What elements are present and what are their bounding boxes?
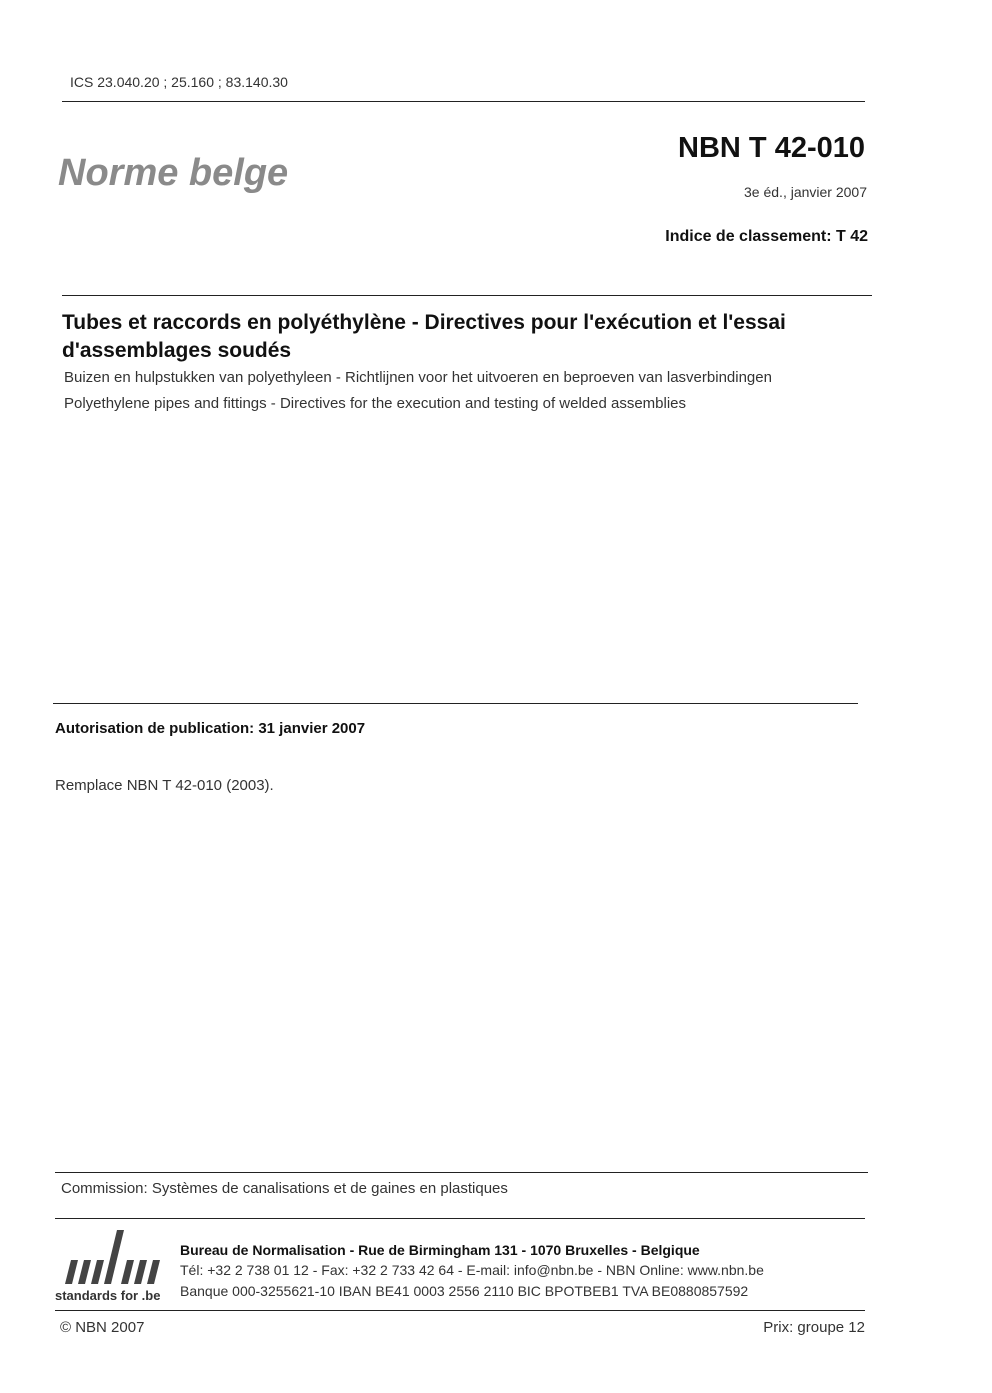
title-english: Polyethylene pipes and fittings - Directives for the execution and testing of welded assemblies	[64, 395, 687, 412]
nbn-logo	[55, 1228, 167, 1308]
contact-info: Tél: +32 2 738 01 12 - Fax: +32 2 733 42 64 - E-mail: info@nbn.be - NBN Online: www.nbn.be	[180, 1262, 764, 1278]
commission-divider-bottom	[55, 1218, 865, 1219]
publication-authorisation: Autorisation de publication: 31 janvier 2007	[55, 720, 366, 737]
footer-divider	[55, 1310, 865, 1311]
title-dutch: Buizen en hulpstukken van polyethyleen - Richtlijnen voor het uitvoeren en beproeven van lasverbindingen	[64, 369, 772, 386]
commission-name: Commission: Systèmes de canalisations et de gaines en plastiques	[61, 1180, 508, 1197]
header-divider	[62, 101, 865, 102]
standard-code: NBN T 42-010	[678, 132, 865, 164]
logo-tagline: standards for .be	[55, 1288, 161, 1303]
norme-belge-heading: Norme belge	[58, 152, 289, 194]
price-group: Prix: groupe 12	[763, 1319, 865, 1336]
title-french: Tubes et raccords en polyéthylène - Directives pour l'exécution et l'essai d'assemblages soudés	[62, 311, 786, 362]
replaces-note: Remplace NBN T 42-010 (2003).	[55, 777, 274, 794]
publication-divider	[53, 703, 858, 704]
bank-info: Banque 000-3255621-10 IBAN BE41 0003 2556 2110 BIC BPOTBEB1 TVA BE0880857592	[180, 1283, 749, 1299]
copyright: © NBN 2007	[60, 1319, 145, 1336]
commission-divider-top	[55, 1172, 868, 1173]
nbn-logo-mark	[55, 1228, 167, 1286]
ics-codes: ICS 23.040.20 ; 25.160 ; 83.140.30	[70, 74, 288, 90]
edition-date: 3e éd., janvier 2007	[744, 184, 867, 200]
bureau-address: Bureau de Normalisation - Rue de Birmingham 131 - 1070 Bruxelles - Belgique	[180, 1242, 700, 1258]
classification-index: Indice de classement: T 42	[665, 228, 868, 245]
title-divider	[62, 295, 872, 296]
